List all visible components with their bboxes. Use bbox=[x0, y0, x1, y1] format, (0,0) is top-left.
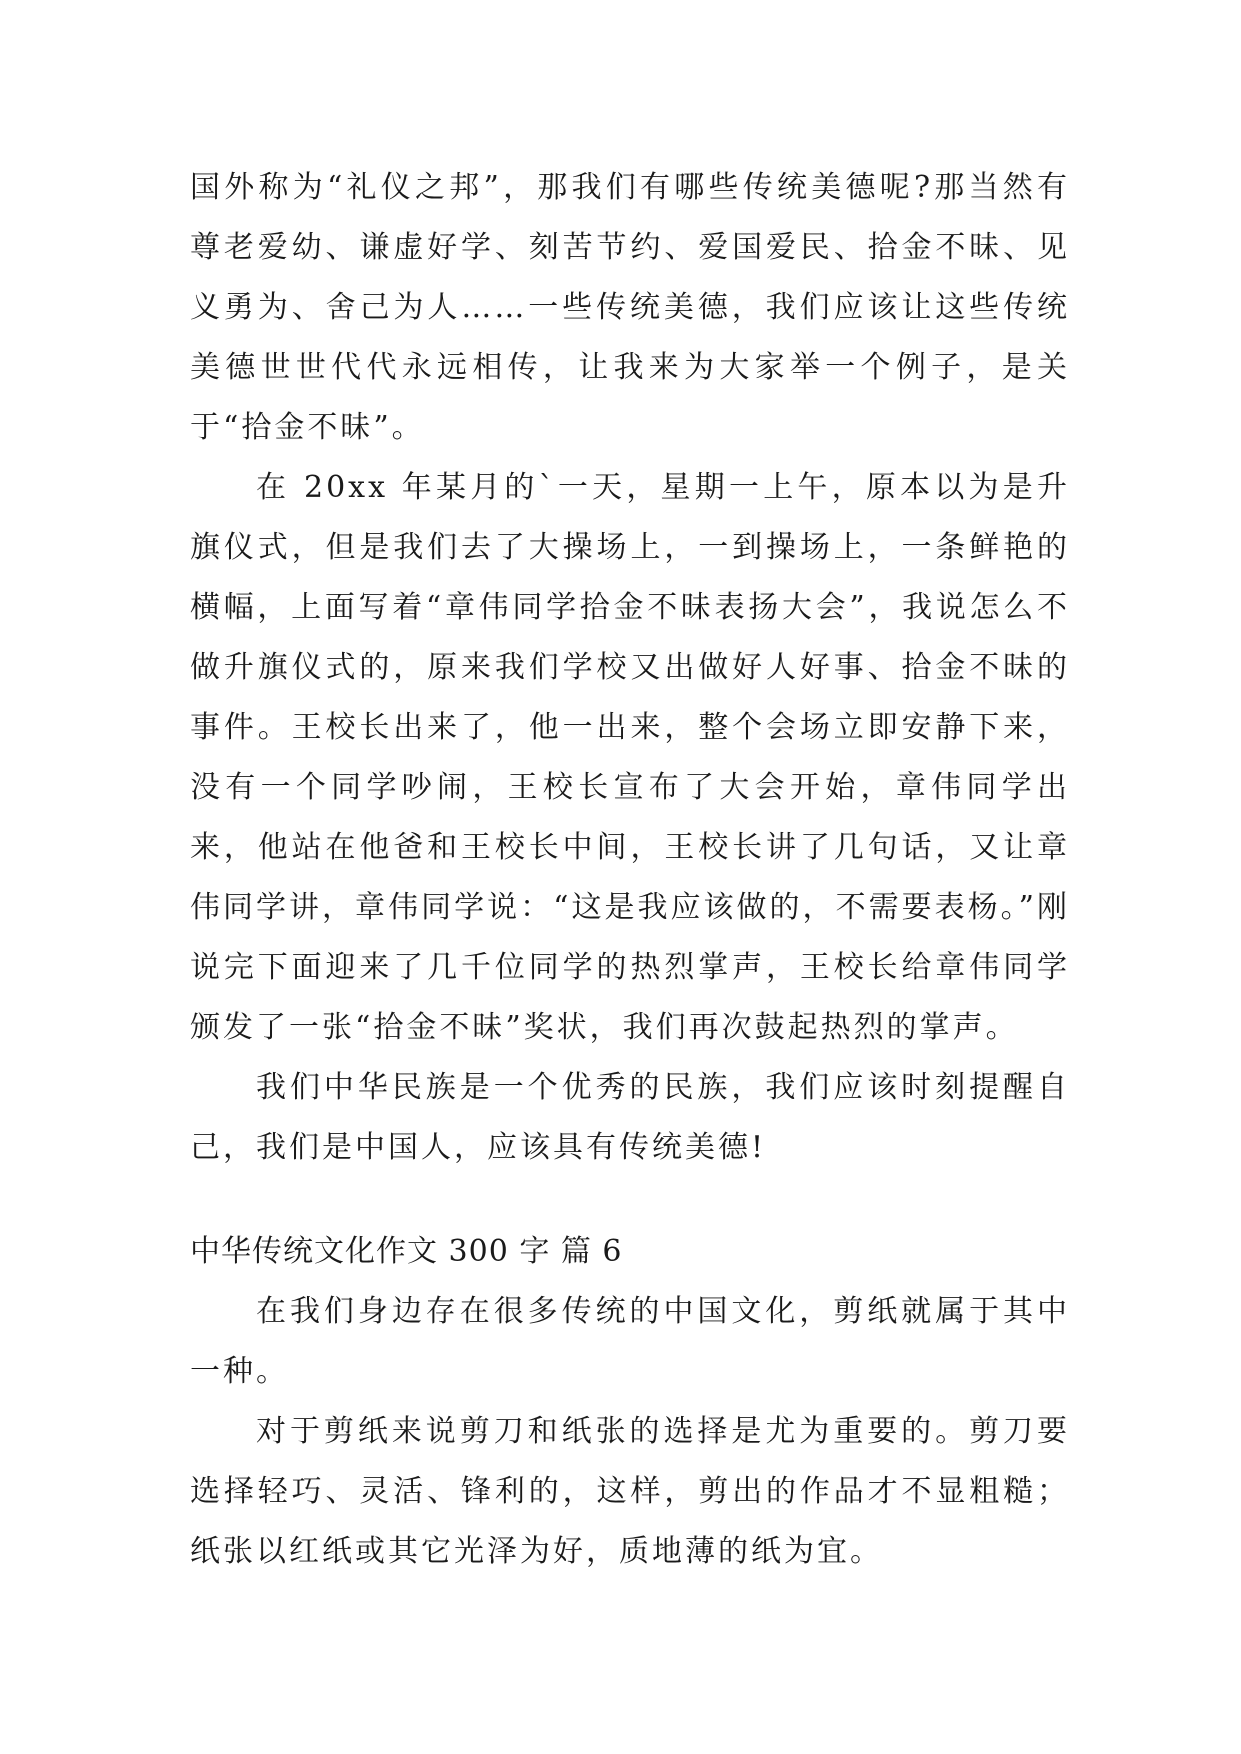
paragraph-commendation-assembly: 在 20xx 年某月的`一天，星期一上午，原本以为是升旗仪式，但是我们去了大操场上，一到操场上，一条鲜艳的横幅，上面写着“章伟同学拾金不昧表扬大会”，我说怎么不做升旗仪式的，原来我们学校又出做好人好事、拾金不昧的事件。王校长出来了，他一出来，整个会场立即安静下来，没有一个同学吵闹，王校长宣布了大会开始，章伟同学出来，他站在他爸和王校长中间，王校长讲了几句话，又让章伟同学讲，章伟同学说：“这是我应该做的，不需要表杨。”刚说完下面迎来了几千位同学的热烈掌声，王校长给章伟同学颁发了一张“拾金不昧”奖状，我们再次鼓起热烈的掌声。 bbox=[190, 470, 1070, 1045]
paragraph-papercut-intro: 在我们身边存在很多传统的中国文化，剪纸就属于其中一种。 bbox=[190, 1294, 1070, 1389]
section-heading: 中华传统文化作文 300 字 篇 6 bbox=[190, 1234, 623, 1269]
paragraph-etiquette-intro: 国外称为“礼仪之邦”，那我们有哪些传统美德呢?那当然有尊老爱幼、谦虚好学、刻苦节约、爱国爱民、拾金不昧、见义勇为、舍己为人……一些传统美德，我们应该让这些传统美德世世代代永远相传，让我来为大家举一个例子，是关于“拾金不昧”。 bbox=[190, 170, 1070, 445]
paragraph-papercut-tools: 对于剪纸来说剪刀和纸张的选择是尤为重要的。剪刀要选择轻巧、灵活、锋利的，这样，剪出的作品才不显粗糙；纸张以红纸或其它光泽为好，质地薄的纸为宜。 bbox=[190, 1414, 1070, 1569]
paragraph-conclusion: 我们中华民族是一个优秀的民族，我们应该时刻提醒自己，我们是中国人，应该具有传统美德! bbox=[190, 1070, 1070, 1165]
document-body bbox=[190, 158, 1070, 1582]
